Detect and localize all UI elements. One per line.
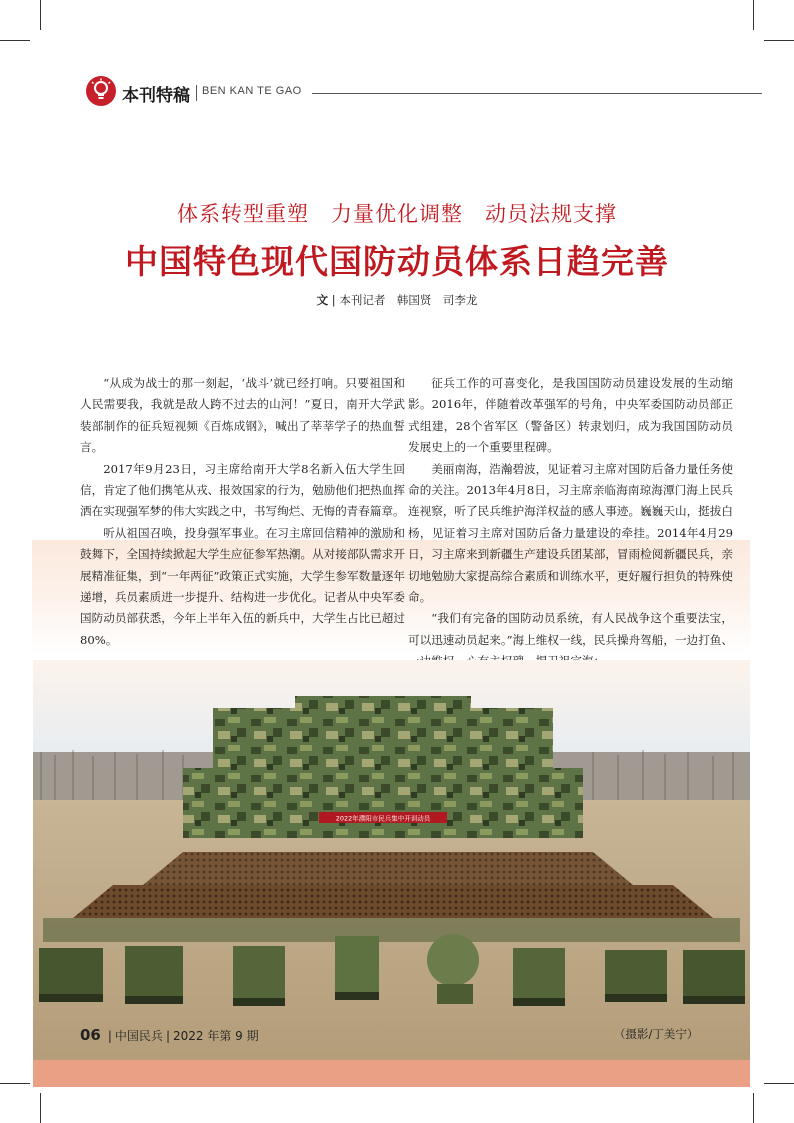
footer-band bbox=[33, 1060, 750, 1087]
photo-banner-text: 2022年濮阳市民兵集中开训动员 bbox=[335, 814, 431, 823]
byline bbox=[0, 292, 794, 308]
crop-mark bbox=[753, 0, 754, 30]
paragraph: 美丽南海，浩瀚碧波，见证着习主席对国防后备力量任务使命的关注。2013年4月8日，习主席亲临海南琼海潭门海上民兵连视察，听了民兵维护海洋权益的感人事迹。巍巍天山，挺拔白杨，见证着习主席对国防后备力量建设的牵挂。2014年4月29日，习主席来到新疆生产建设兵团某部，冒雨检阅新疆民兵，亲切地勉励大家提高综合素质和训练水平，更好履行担负的特殊使命。 bbox=[408, 461, 733, 605]
military-parade-photo bbox=[33, 660, 750, 1060]
crop-mark bbox=[753, 1093, 754, 1123]
paragraph: “从成为战士的那一刻起，‘战斗’就已经打响。只要祖国和人民需要我，我就是敌人跨不过去的山河！”夏日，南开大学武装部制作的征兵短视频《百炼成钢》，喊出了莘莘学子的热血誓言。 bbox=[80, 376, 405, 455]
section-name-pinyin: BEN KAN TE GAO bbox=[202, 85, 302, 97]
crop-mark bbox=[40, 0, 41, 30]
section-name: 本刊特稿 bbox=[122, 86, 190, 106]
article-title: 中国特色现代国防动员体系日趋完善 bbox=[125, 242, 669, 281]
magazine-name: 中国民兵 bbox=[114, 1029, 163, 1043]
issue-label: 2022 年第 9 期 bbox=[172, 1029, 259, 1043]
divider: | bbox=[107, 1029, 112, 1043]
page-folio bbox=[80, 1026, 259, 1044]
byline-authors: 本刊记者 韩国贤 司李龙 bbox=[339, 293, 478, 307]
photo-credit: （摄影/丁美宁） bbox=[614, 1027, 699, 1041]
paragraph: 征兵工作的可喜变化，是我国国防动员建设发展的生动缩影。2016年，伴随着改革强军的号角，中央军委国防动员部正式组建，28个省军区（警备区）转隶划归，成为我国国防动员发展史上的一个重要里程碑。 bbox=[408, 376, 733, 455]
crop-mark bbox=[764, 1083, 794, 1084]
text-column-right bbox=[408, 373, 733, 673]
crop-mark bbox=[40, 1093, 41, 1123]
paragraph: 听从祖国召唤，投身强军事业。在习主席回信精神的激励和鼓舞下，全国持续掀起大学生应征参军热潮。从对接部队需求开展精准征集，到“一年两征”政策正式实施，大学生参军数量逐年递增，兵员素质进一步提升、结构进一步优化。记者从中央军委国防动员部获悉，今年上半年入伍的新兵中，大学生占比已超过80%。 bbox=[80, 525, 405, 647]
article-subtitle: 体系转型重塑 力量优化调整 动员法规支撑 bbox=[177, 202, 617, 226]
crop-mark bbox=[764, 40, 794, 41]
lightbulb-icon bbox=[86, 76, 116, 106]
paragraph: 2017年9月23日，习主席给南开大学8名新入伍大学生回信，肯定了他们携笔从戎、报效国家的行为，勉励他们把热血挥洒在实现强军梦的伟大实践之中，书写绚烂、无悔的青春篇章。 bbox=[80, 461, 405, 519]
byline-prefix: 文 bbox=[316, 293, 329, 307]
section-header bbox=[86, 76, 766, 116]
header-rule bbox=[312, 93, 762, 94]
crop-mark bbox=[0, 1083, 30, 1084]
paragraph: “我们有完备的国防动员系统，有人民战争这个重要法宝，可以迅速动员起来。”海上维权一线，民兵操舟驾船，一边打鱼、 bbox=[408, 611, 733, 647]
text-column-left bbox=[80, 373, 405, 651]
divider bbox=[196, 85, 197, 101]
crop-mark bbox=[0, 40, 30, 41]
page-number: 06 bbox=[80, 1026, 101, 1044]
divider: | bbox=[165, 1029, 170, 1043]
divider: | bbox=[328, 293, 340, 307]
